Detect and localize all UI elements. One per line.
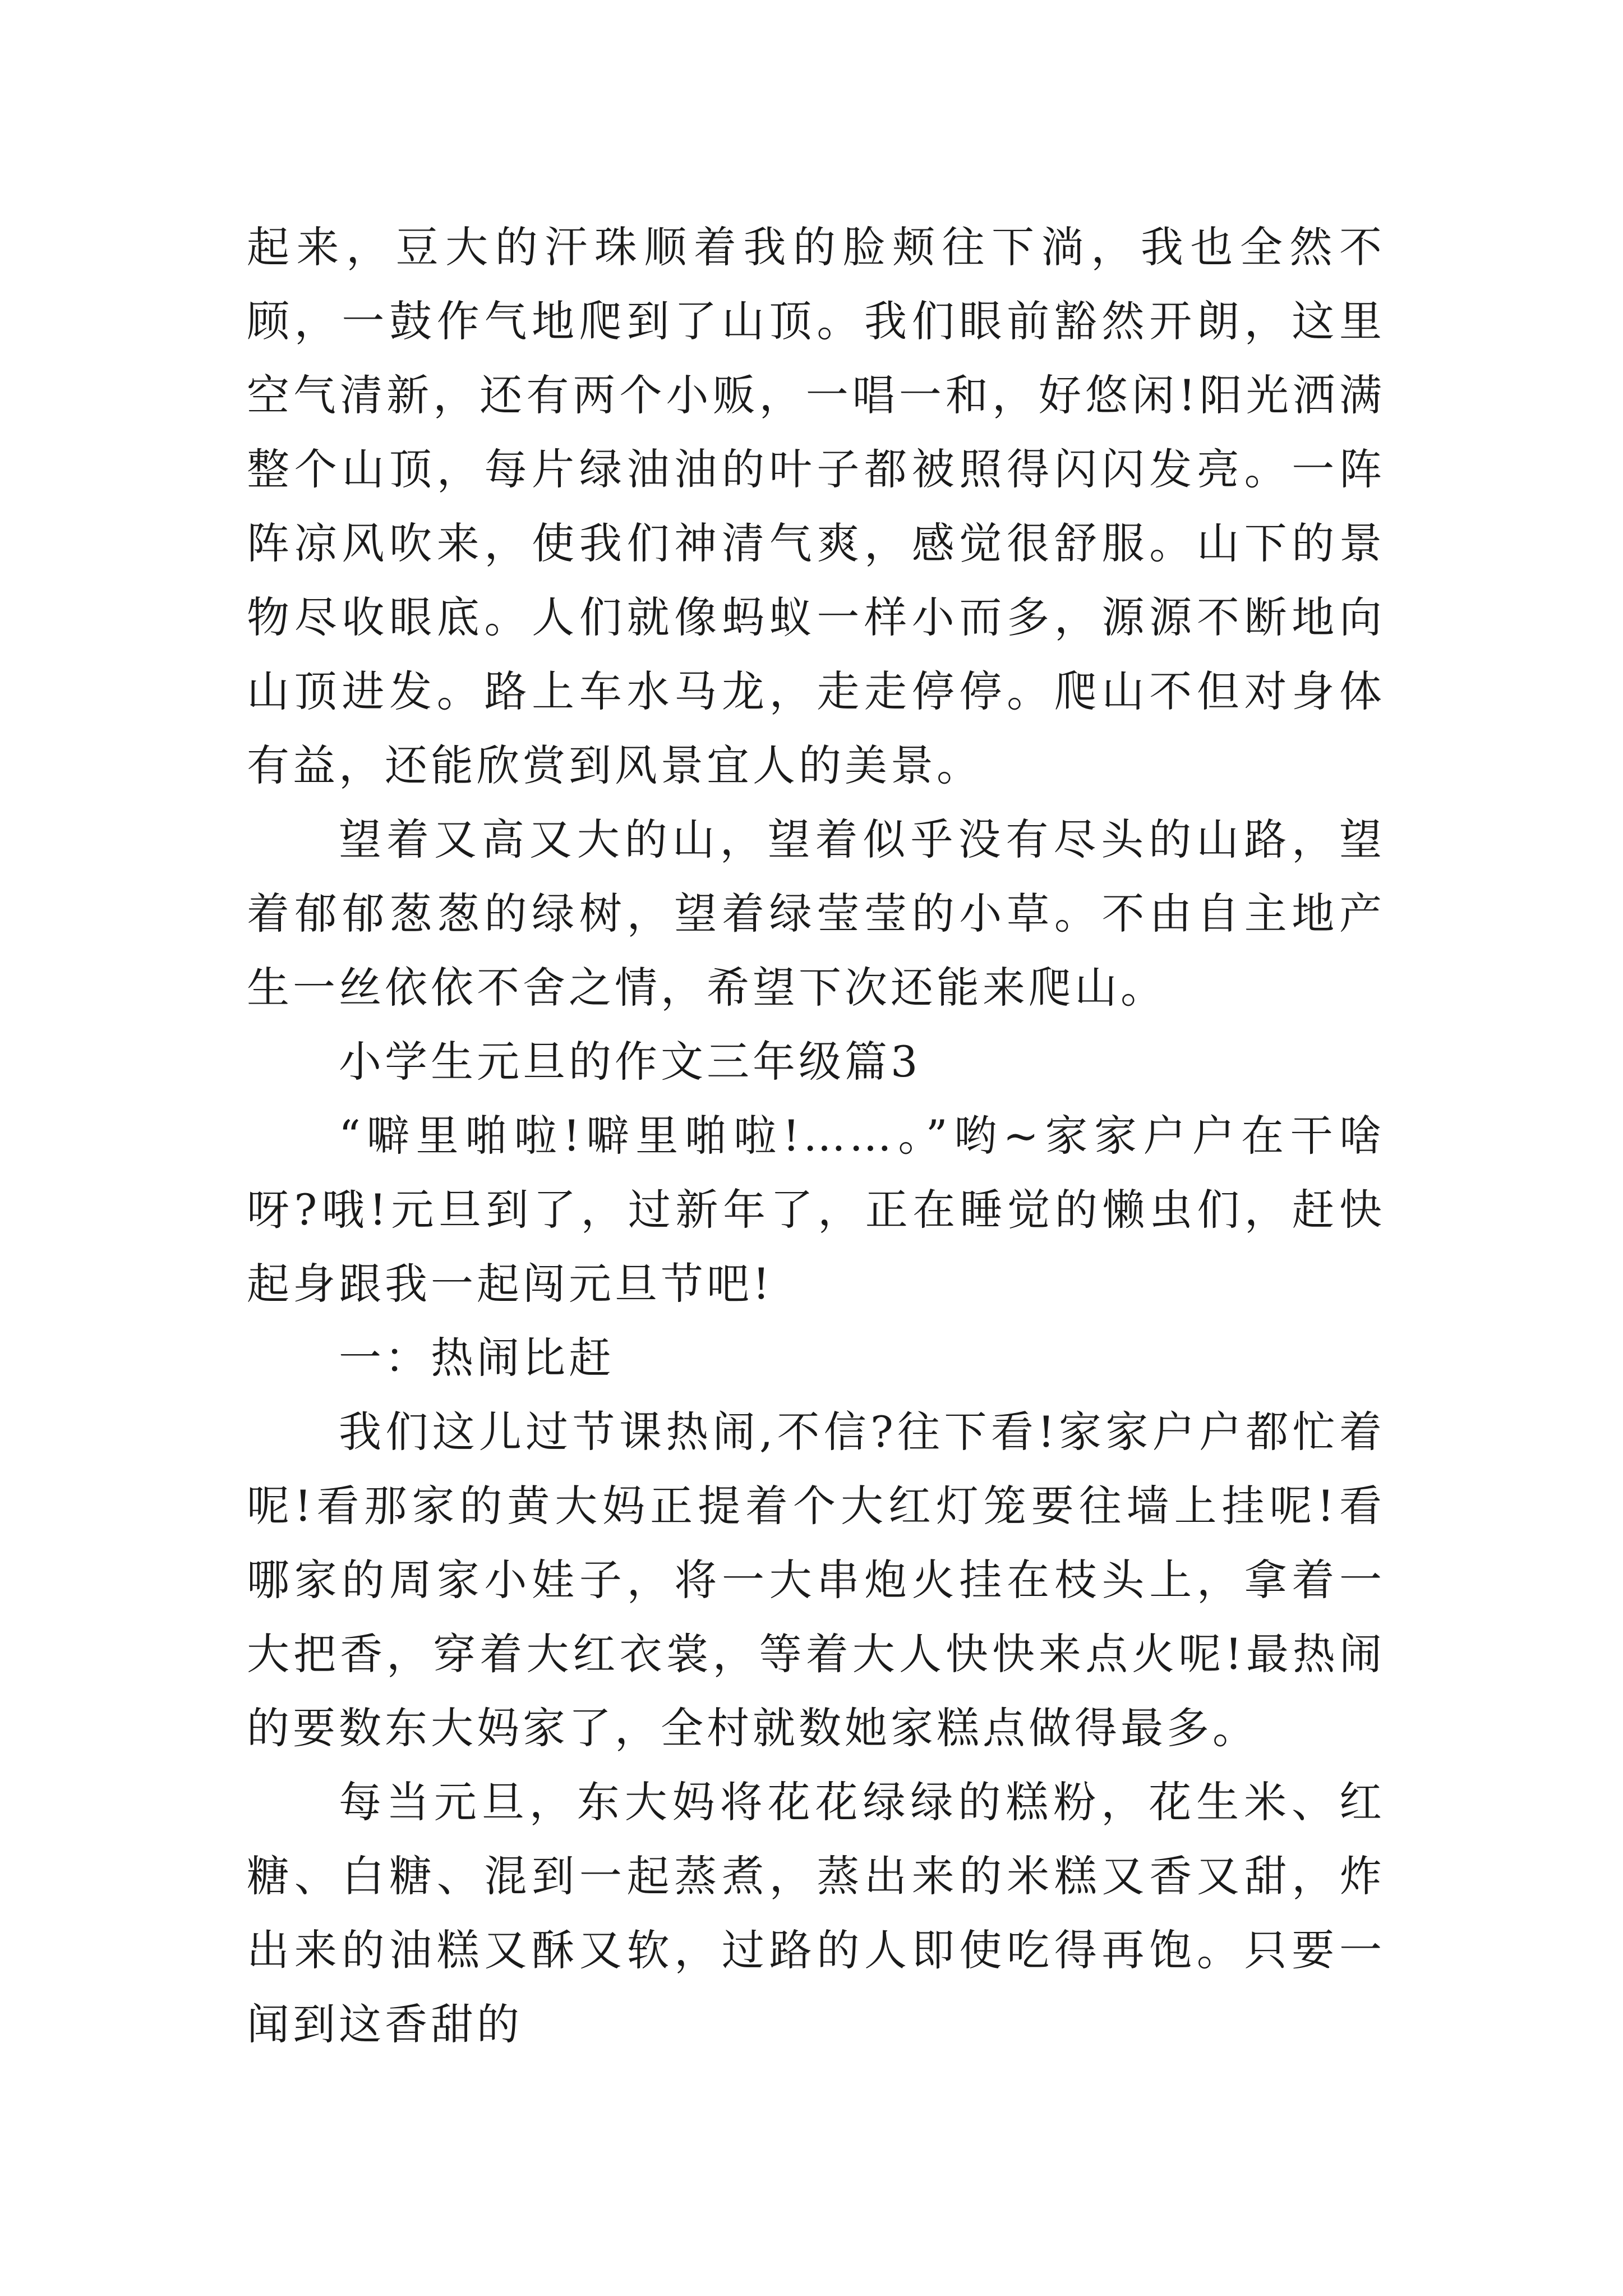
paragraph-3: “噼里啪啦!噼里啪啦!……。”哟~家家户户在干啥呀?哦!元旦到了，过新年了，正在睡觉的懒虫们，赶快起身跟我一起闯元旦节吧! <box>247 1111 1385 1309</box>
section-heading: 小学生元旦的作文三年级篇3 <box>339 1037 921 1087</box>
body-text <box>247 210 1385 2062</box>
paragraph-5: 每当元旦，东大妈将花花绿绿的糕粉，花生米、红糖、白糖、混到一起蒸煮，蒸出来的米糕又香又甜，炸出来的油糕又酥又软，过路的人即使吃得再饱。只要一闻到这香甜的 <box>247 1777 1385 2049</box>
paragraph-2: 望着又高又大的山，望着似乎没有尽头的山路，望着郁郁葱葱的绿树，望着绿莹莹的小草。不由自主地产生一丝依依不舍之情，希望下次还能来爬山。 <box>247 815 1385 1013</box>
paragraph-4: 我们这儿过节课热闹,不信?往下看!家家户户都忙着呢!看那家的黄大妈正提着个大红灯笼要往墙上挂呢!看哪家的周家小娃子，将一大串炮火挂在枝头上，拿着一大把香，穿着大红衣裳，等着大人快快来点火呢!最热闹的要数东大妈家了，全村就数她家糕点做得最多。 <box>247 1407 1385 1753</box>
paragraph-1: 起来，豆大的汗珠顺着我的脸颊往下淌，我也全然不顾，一鼓作气地爬到了山顶。我们眼前豁然开朗，这里空气清新，还有两个小贩，一唱一和，好悠闲!阳光洒满整个山顶，每片绿油油的叶子都被照得闪闪发亮。一阵阵凉风吹来，使我们神清气爽，感觉很舒服。山下的景物尽收眼底。人们就像蚂蚁一样小而多，源源不断地向山顶进发。路上车水马龙，走走停停。爬山不但对身体有益，还能欣赏到风景宜人的美景。 <box>247 222 1385 790</box>
subheading: 一：热闹比赶 <box>339 1333 615 1383</box>
